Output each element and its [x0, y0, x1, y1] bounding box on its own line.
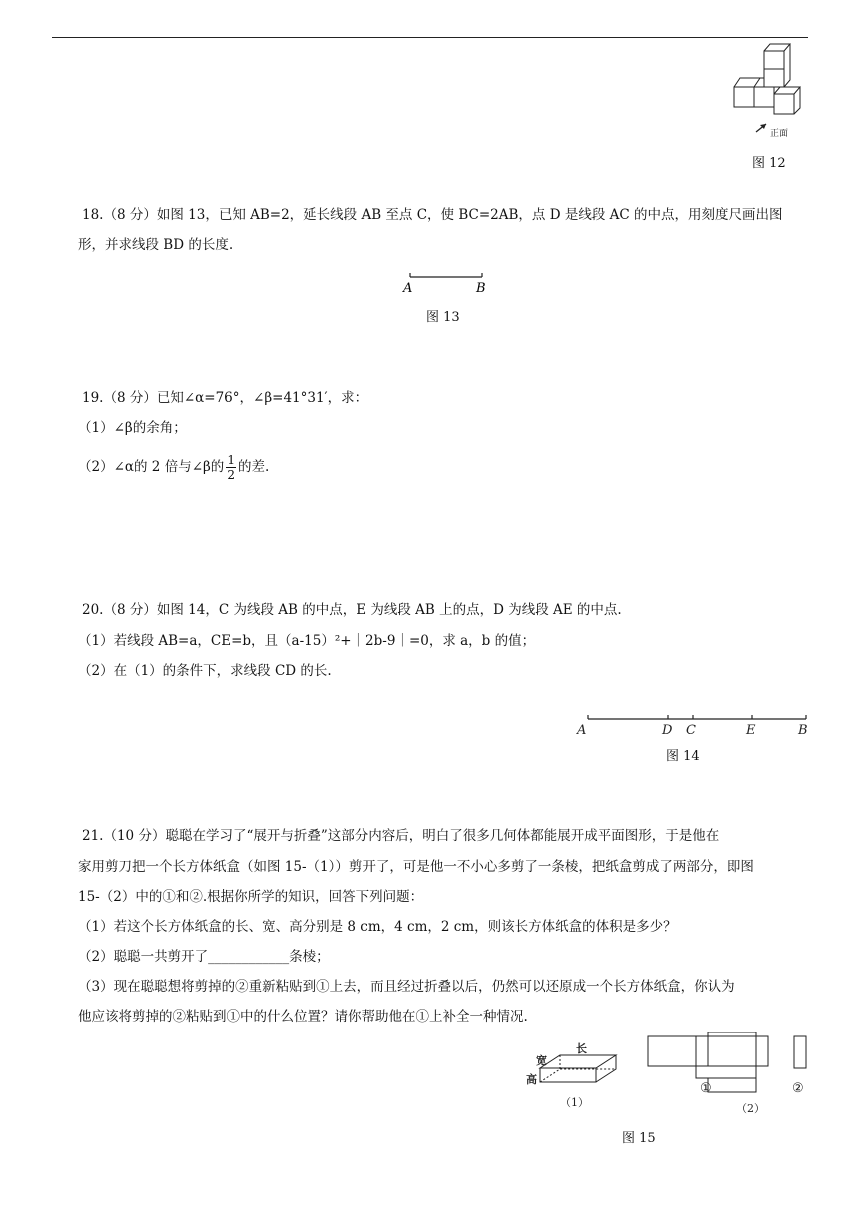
point-label-a: A [577, 723, 587, 738]
q19-part2-suffix: 的差. [237, 459, 270, 475]
q19-part1: （1）∠β的余角； [78, 420, 187, 436]
point-label-c: C [686, 723, 696, 738]
piece-label-1: ① [700, 1081, 712, 1096]
q21-text-line2: 家用剪刀把一个长方体纸盒（如图 15-（1））剪开了，可是他一不小心多剪了一条棱，把纸盒剪成了两部分，即图 [78, 859, 754, 875]
figure-15-2-nets [644, 1032, 820, 1116]
figure-12-cubes [726, 40, 812, 142]
figure-15-caption: 图 15 [622, 1131, 656, 1146]
subfigure-label-1: （1） [560, 1096, 589, 1108]
q20-part2: （2）在（1）的条件下，求线段 CD 的长. [78, 663, 332, 679]
q20-text: 20.（8 分）如图 14，C 为线段 AB 的中点，E 为线段 AB 上的点，D 为线段 AE 的中点. [82, 602, 622, 618]
figure-13-caption: 图 13 [426, 310, 460, 325]
fraction-denominator: 2 [227, 468, 235, 482]
fraction-one-half [226, 453, 236, 482]
q20-part1: （1）若线段 AB=a，CE=b，且（a-15）²+｜2b-9｜=0，求 a，b 的值； [78, 633, 536, 649]
fraction-numerator: 1 [227, 453, 235, 467]
point-label-e: E [746, 723, 756, 738]
point-label-a: A [403, 281, 413, 296]
q21-text-line1: 21.（10 分）聪聪在学习了“展开与折叠”这部分内容后，明白了很多几何体都能展开成平面图形，于是他在 [82, 828, 720, 844]
q21-text-line3: 15-（2）中的①和②.根据你所学的知识，回答下列问题： [78, 889, 424, 905]
figure-14-segment [572, 708, 812, 740]
q18-text-line1: 18.（8 分）如图 13，已知 AB=2，延长线段 AB 至点 C，使 BC=2AB，点 D 是线段 AC 的中点，用刻度尺画出图 [82, 207, 783, 223]
header-rule [52, 37, 808, 38]
q21-part2: （2）聪聪一共剪开了____________条棱； [78, 949, 330, 965]
q21-part3-line1: （3）现在聪聪想将剪掉的②重新粘贴到①上去，而且经过折叠以后，仍然可以还原成一个长方体纸盒，你认为 [78, 979, 735, 995]
q21-part1: （1）若这个长方体纸盒的长、宽、高分别是 8 cm，4 cm，2 cm，则该长方体纸盒的体积是多少？ [78, 919, 677, 935]
figure-13-segment [398, 268, 494, 298]
front-label: 正面 [770, 129, 789, 139]
label-wide: 宽 [536, 1054, 547, 1067]
q18-text-line2: 形，并求线段 BD 的长度. [78, 237, 234, 253]
label-high: 高 [526, 1073, 537, 1086]
point-label-b: B [476, 281, 486, 296]
q21-part3-line2: 他应该将剪掉的②粘贴到①中的什么位置？请你帮助他在①上补全一种情况. [78, 1009, 528, 1025]
figure-12-caption: 图 12 [752, 156, 786, 171]
subfigure-label-2: （2） [736, 1102, 765, 1115]
q19-part2 [78, 450, 269, 484]
point-label-d: D [662, 723, 673, 738]
label-long: 长 [576, 1042, 587, 1055]
figure-15-1-box [524, 1038, 624, 1108]
piece-label-2: ② [792, 1081, 804, 1096]
q19-text: 19.（8 分）已知∠α=76°，∠β=41°31′，求： [82, 390, 369, 406]
q19-part2-prefix: （2）∠α的 2 倍与∠β的 [78, 459, 225, 475]
point-label-b: B [798, 723, 808, 738]
figure-14-caption: 图 14 [666, 749, 700, 764]
